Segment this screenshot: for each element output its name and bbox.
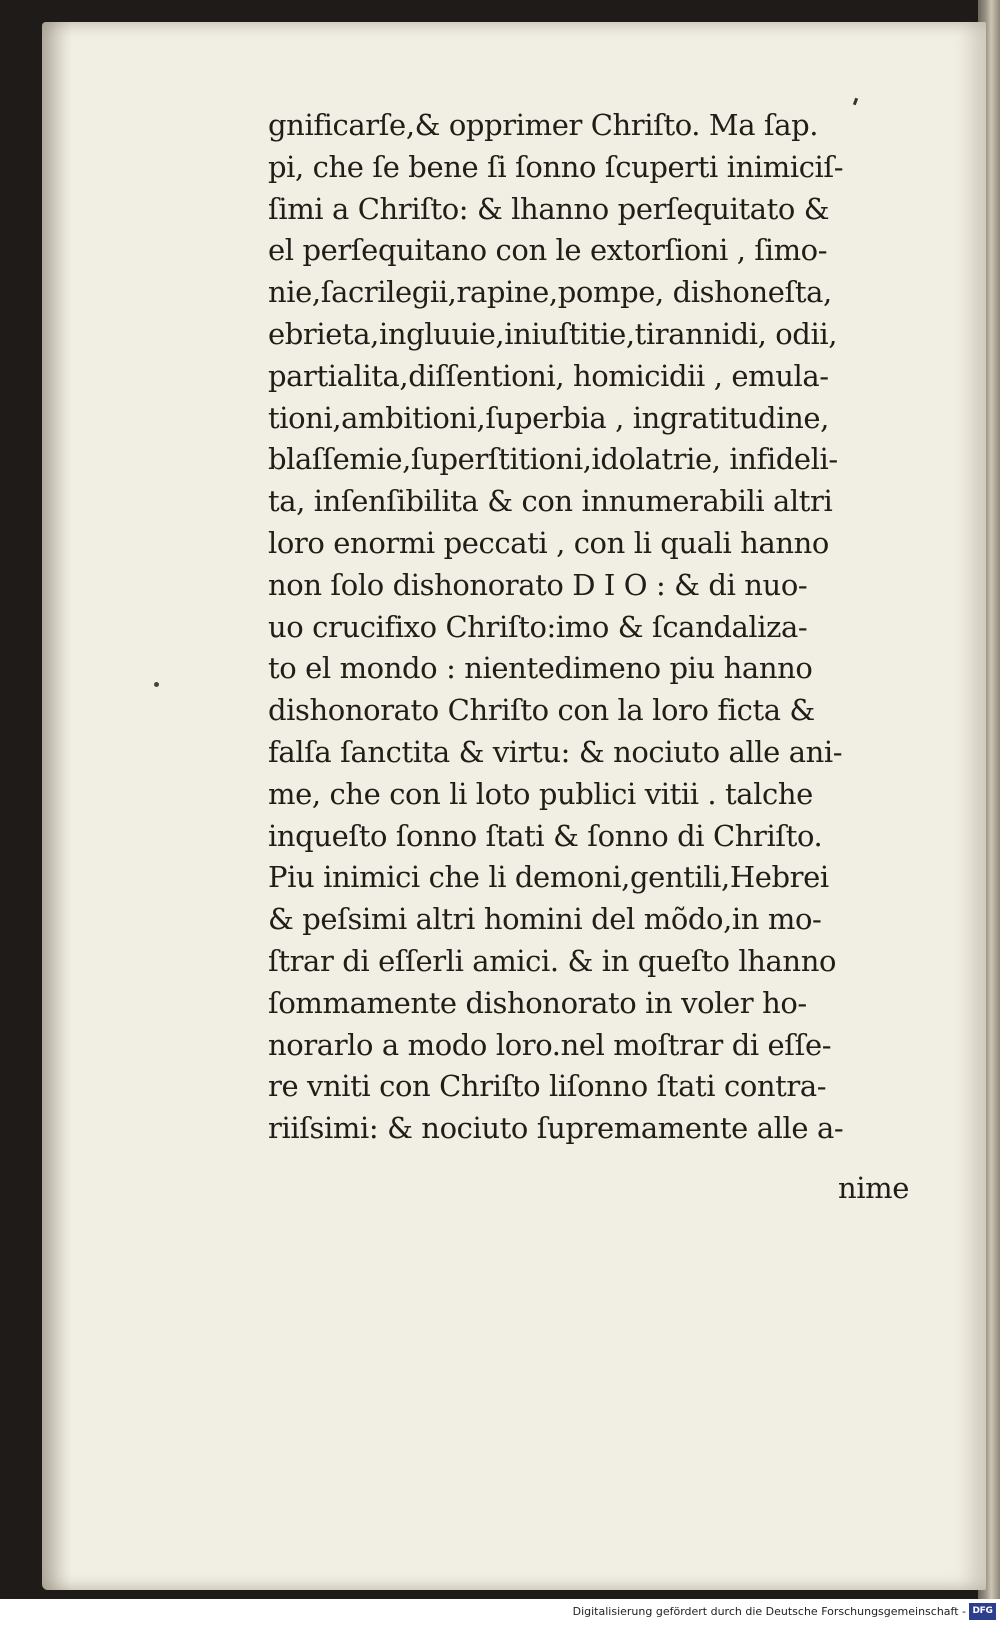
- text-line: falſa ſanctita & virtu: & nociuto alle ani-: [268, 734, 843, 769]
- text-line: pi, che ſe bene ſi ſonno ſcuperti inimiciſ-: [268, 149, 844, 184]
- text-line: to el mondo : nientedimeno piu hanno: [268, 651, 813, 686]
- text-line: ſtrar di eſſerli amici. & in queſto lhanno: [268, 943, 837, 978]
- body-text: [268, 105, 908, 1150]
- funding-credit: Digitalisierung gefördert durch die Deutsche Forschungsgemeinschaft -: [572, 1605, 966, 1618]
- text-line: gnificarſe,& opprimer Chriſto. Ma ſap.: [268, 108, 819, 142]
- text-line: ebrieta,ingluuie,iniuſtitie,tirannidi, odii,: [268, 316, 838, 351]
- text-line: norarlo a modo loro.nel moſtrar di eſſe-: [268, 1027, 832, 1062]
- paper-speck: [154, 682, 159, 687]
- text-line: & peſsimi altri homini del mõdo,in mo-: [268, 902, 822, 937]
- text-line: blaſſemie,ſuperſtitioni,idolatrie, infideli-: [268, 442, 838, 477]
- text-line: tioni,ambitioni,ſuperbia , ingratitudine,: [268, 400, 829, 435]
- text-line: uo crucifixo Chriſto:imo & ſcandaliza-: [268, 609, 808, 644]
- text-line: dishonorato Chriſto con la loro ficta &: [268, 693, 815, 728]
- text-line: el perſequitano con le extorſioni , ſimo-: [268, 233, 828, 268]
- text-line: re vniti con Chriſto liſonno ſtati contra-: [268, 1069, 827, 1104]
- text-line: riiſsimi: & nociuto ſupremamente alle a-: [268, 1111, 844, 1146]
- text-line: ta, inſenſibilita & con innumerabili altri: [268, 484, 833, 519]
- dfg-logo: DFG: [969, 1603, 996, 1620]
- text-line: Piu inimici che li demoni,gentili,Hebrei: [268, 860, 829, 895]
- text-line: ſommamente dishonorato in voler ho-: [268, 985, 807, 1020]
- page-gutter-shadow: [42, 22, 72, 1590]
- digitization-footer: [0, 1599, 1000, 1625]
- text-line: nie,ſacrilegii,rapine,pompe, dishoneſta,: [268, 275, 832, 310]
- text-line: ſimi a Chriſto: & lhanno perſequitato &: [268, 191, 830, 226]
- catchword: nime: [838, 1171, 910, 1205]
- text-line: partialita,diſſentioni, homicidii , emula-: [268, 358, 829, 393]
- text-line: non ſolo dishonorato D I O : & di nuo-: [268, 567, 808, 602]
- text-line: inqueſto ſonno ſtati & ſonno di Chriſto.: [268, 818, 823, 853]
- text-line: me, che con li loto publici vitii . talche: [268, 776, 813, 811]
- text-line: loro enormi peccati , con li quali hanno: [268, 525, 829, 560]
